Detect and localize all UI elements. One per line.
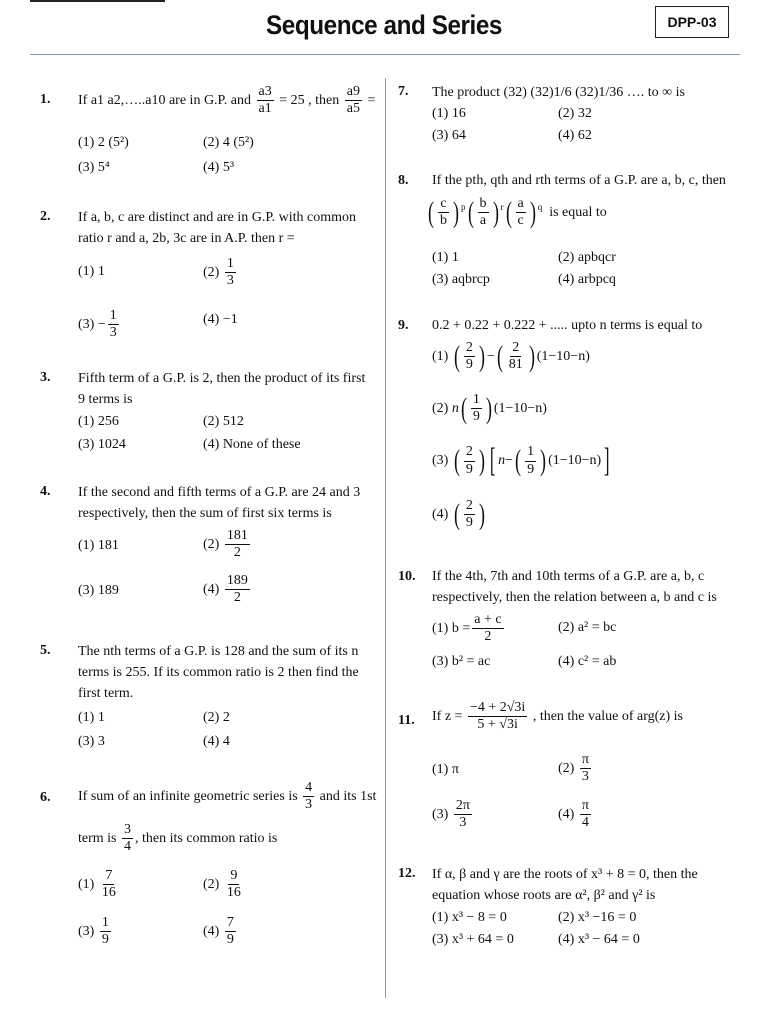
question-text: first term. xyxy=(78,686,134,701)
question-text: ratio r and a, 2b, 3c are in A.P. then r = xyxy=(78,231,295,246)
option-1: (1) b = $\frac{a + c}{2}$ xyxy=(432,612,502,645)
option-1: (1) 2 (5²) xyxy=(78,135,129,150)
question-11: If z = $\frac{-4 + 2√3i}{5 + √3i}$ , then the value of arg(z) is xyxy=(432,700,683,733)
option-2: (2) $\frac{181}{2}$ xyxy=(203,528,248,561)
question-text: , then the value of arg(z) is xyxy=(532,708,683,724)
option-3: (3) 5⁴ xyxy=(78,160,110,175)
question-text: respectively, then the sum of first six terms is xyxy=(78,506,332,521)
option-3: (3) x³ + 64 = 0 xyxy=(432,932,514,947)
question-text: terms is 255. If its common ratio is 2 then find the xyxy=(78,665,359,680)
option-4: (4) arbpcq xyxy=(558,272,616,287)
option-3: (3) 1024 xyxy=(78,437,126,452)
option-1: (1) π xyxy=(432,762,459,777)
question-text: If the second and fifth terms of a G.P. are 24 and 3 xyxy=(78,485,361,500)
question-text: 9 terms is xyxy=(78,392,133,407)
question-number: 9. xyxy=(398,318,409,333)
page-title: Sequence and Series xyxy=(266,10,502,40)
option-3: (3) $\frac{2\pi}{3}$ xyxy=(432,798,470,831)
question-10 xyxy=(432,566,717,608)
question-6: If sum of an infinite geometric series is $\frac{4}{3}$ and its 1st xyxy=(78,780,377,813)
question-text: If the 4th, 7th and 10th terms of a G.P. are a, b, c xyxy=(432,569,705,584)
option-4: (4) c² = ab xyxy=(558,654,617,669)
option-1: (1) 256 xyxy=(78,414,119,429)
option-4: (4) 5³ xyxy=(203,160,235,175)
option-2: (2) 32 xyxy=(558,106,592,121)
header-divider xyxy=(30,54,740,55)
option-2: (2) 512 xyxy=(203,414,244,429)
option-3: (3) $\frac{1}{9}$ xyxy=(78,915,109,948)
option-2: (2) a² = bc xyxy=(558,620,617,635)
question-6-cont: term is $\frac{3}{4}$ , then its common ratio is xyxy=(78,822,278,855)
option-4: (4) None of these xyxy=(203,437,301,452)
question-text: Fifth term of a G.P. is 2, then the product of its first xyxy=(78,371,366,386)
question-1 xyxy=(78,84,375,117)
question-text: is equal to xyxy=(549,204,607,220)
option-4: (4) 4 xyxy=(203,734,230,749)
option-3: (3) b² = ac xyxy=(432,654,491,669)
question-text: term is xyxy=(78,830,117,846)
option-3: (3) 189 xyxy=(78,583,119,598)
question-8-expression: ( $\frac{c}{b}$ ) $^p$( $\frac{b}{a}$ ) $^r$( $\frac{a}{c}$ ) $^q$ is equal to xyxy=(428,195,607,229)
question-text: respectively, then the relation between a, b and c is xyxy=(432,590,717,605)
question-text: equation whose roots are α², β² and γ² is xyxy=(432,888,656,903)
option-1: (1) 1 xyxy=(432,250,459,265)
top-rule xyxy=(30,0,165,2)
option-1: (1) 1 xyxy=(78,264,105,279)
question-number: 2. xyxy=(40,209,51,224)
question-5 xyxy=(78,641,359,704)
question-7: The product (32) (32)1/6 (32)1/36 …. to ∞ is xyxy=(432,85,685,100)
option-1: (1) x³ − 8 = 0 xyxy=(432,910,507,925)
option-4: (4) $\frac{\pi}{4}$ xyxy=(558,798,589,831)
column-divider xyxy=(385,78,386,998)
question-number: 12. xyxy=(398,866,416,881)
option-2: (2) 4 (5²) xyxy=(203,135,254,150)
equation-text: = 25 , then xyxy=(279,92,340,108)
question-text: If z = xyxy=(432,708,463,724)
option-1: (1) 181 xyxy=(78,538,119,553)
question-number: 4. xyxy=(40,484,51,499)
question-text: The nth terms of a G.P. is 128 and the sum of its n xyxy=(78,644,359,659)
question-number: 3. xyxy=(40,370,51,385)
option-4: (4) $\frac{189}{2}$ xyxy=(203,573,248,606)
option-3: (3) 64 xyxy=(432,128,466,143)
question-number: 6. xyxy=(40,790,51,805)
dpp-badge: DPP-03 xyxy=(655,6,729,38)
question-4 xyxy=(78,482,360,524)
option-3: (3) − $\frac{1}{3}$ xyxy=(78,308,117,341)
option-4: (4) x³ − 64 = 0 xyxy=(558,932,640,947)
question-number: 11. xyxy=(398,713,415,728)
question-text: If a1 a2,…..a10 are in G.P. and xyxy=(78,92,252,108)
question-number: 1. xyxy=(40,92,51,107)
question-number: 7. xyxy=(398,84,409,99)
option-1: (1) ( $\frac{2}{9}$ ) −( $\frac{2}{81}$ ) (1−10−n) xyxy=(432,339,590,373)
question-text: and its 1st xyxy=(319,788,377,804)
option-4: (4) $\frac{7}{9}$ xyxy=(203,915,234,948)
option-2: (2) apbqcr xyxy=(558,250,616,265)
question-text: If a, b, c are distinct and are in G.P. with common xyxy=(78,210,356,225)
option-1: (1) $\frac{7}{16}$ xyxy=(78,868,116,901)
option-4: (4) 62 xyxy=(558,128,592,143)
question-3 xyxy=(78,368,365,410)
option-2: (2) $\frac{1}{3}$ xyxy=(203,256,234,289)
option-2: (2) x³ −16 = 0 xyxy=(558,910,637,925)
question-number: 5. xyxy=(40,643,51,658)
question-2 xyxy=(78,207,356,249)
option-3: (3) aqbrcp xyxy=(432,272,490,287)
option-2: (2) 2 xyxy=(203,710,230,725)
question-text: , then its common ratio is xyxy=(135,830,278,846)
question-12 xyxy=(432,864,698,906)
option-3: (3) 3 xyxy=(78,734,105,749)
option-2: (2) n( $\frac{1}{9}$ ) (1−10−n) xyxy=(432,391,547,425)
option-1: (1) 16 xyxy=(432,106,466,121)
fraction: $\frac{a3}{a1}$ xyxy=(258,84,272,117)
option-4: (4) −1 xyxy=(203,312,238,327)
option-1: (1) 1 xyxy=(78,710,105,725)
option-2: (2) $\frac{\pi}{3}$ xyxy=(558,752,589,785)
question-text: If α, β and γ are the roots of x³ + 8 = 0, then the xyxy=(432,867,698,882)
question-text: If sum of an infinite geometric series is xyxy=(78,788,298,804)
question-number: 8. xyxy=(398,173,409,188)
equation-text: = xyxy=(367,92,376,108)
question-8: If the pth, qth and rth terms of a G.P. are a, b, c, then xyxy=(432,173,726,188)
question-number: 10. xyxy=(398,569,416,584)
option-3: (3) ( $\frac{2}{9}$ ) [ n−( $\frac{1}{9}$ ) (1−10−n)] xyxy=(432,442,610,479)
fraction: $\frac{a9}{a5}$ xyxy=(346,84,360,117)
question-9: 0.2 + 0.22 + 0.222 + ..... upto n terms is equal to xyxy=(432,318,703,333)
option-4: (4) ( $\frac{2}{9}$ ) xyxy=(432,497,485,531)
option-2: (2) $\frac{9}{16}$ xyxy=(203,868,241,901)
